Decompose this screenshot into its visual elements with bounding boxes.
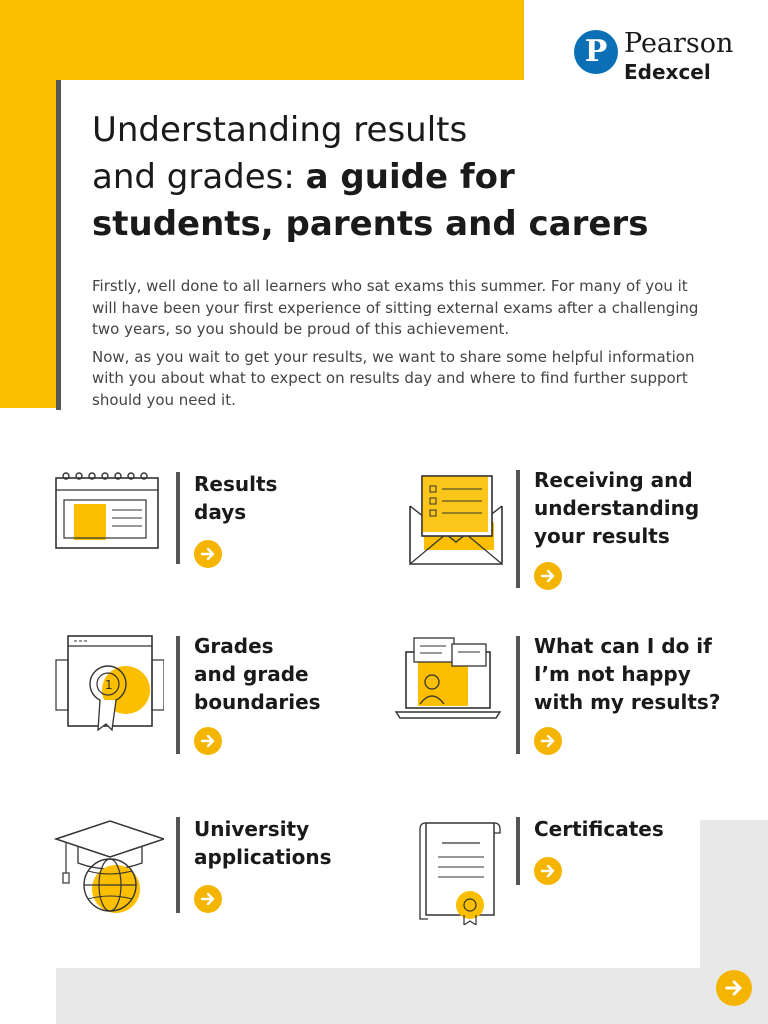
pearson-logo-mark: P [574, 30, 618, 74]
tile-grades-boundaries[interactable] [54, 632, 354, 756]
tile-divider [176, 472, 180, 564]
envelope-document-icon [394, 466, 504, 566]
tile-divider [176, 636, 180, 754]
tile-label: Results days [194, 472, 278, 524]
logo-text [624, 30, 733, 83]
logo-sub: Edexcel [624, 60, 711, 85]
tile-divider [516, 817, 520, 885]
intro-text [92, 276, 712, 417]
tile-label: Receiving and understanding your results [534, 468, 700, 548]
logo-brand: Pearson [624, 28, 734, 59]
intro-accent-bar [56, 80, 61, 410]
title-line-2-bold: a guide for [305, 157, 515, 197]
title-line-1: Understanding results [92, 110, 468, 150]
tile-certificates[interactable] [394, 815, 694, 925]
arrow-right-icon[interactable] [534, 857, 562, 885]
tile-results-days[interactable] [54, 470, 354, 570]
intro-paragraph-2: Now, as you wait to get your results, we want to share some helpful information with you about what to expect on results day and where to find further support should you need it. [92, 347, 695, 409]
tile-university-applications[interactable] [54, 815, 354, 915]
intro-paragraph-1: Firstly, well done to all learners who sat exams this summer. For many of you it will have been your first experience of sitting external exams after a challenging two years, so you should be proud of this achievement. [92, 277, 699, 338]
laptop-chat-icon [394, 632, 504, 732]
arrow-right-icon[interactable] [534, 727, 562, 755]
tile-label: What can I do if I’m not happy with my results? [534, 634, 721, 714]
title-line-3: students, parents and carers [92, 204, 649, 244]
tile-label: University applications [194, 817, 332, 869]
next-page-icon[interactable] [716, 970, 752, 1006]
tile-not-happy-results[interactable] [394, 632, 734, 756]
svg-text:1: 1 [105, 678, 113, 692]
arrow-right-icon[interactable] [534, 562, 562, 590]
pearson-edexcel-logo [574, 30, 733, 83]
grey-footer-band [56, 968, 768, 1024]
page-title [92, 107, 712, 248]
graduation-globe-icon [54, 815, 164, 915]
award-certificate-icon [54, 632, 164, 732]
tile-divider [516, 636, 520, 754]
tile-label: Certificates [534, 817, 664, 841]
arrow-right-icon[interactable] [194, 540, 222, 568]
title-line-2: and grades: [92, 157, 306, 197]
arrow-right-icon[interactable] [194, 885, 222, 913]
tile-receiving-results[interactable] [394, 466, 724, 590]
tile-divider [176, 817, 180, 913]
tile-label: Grades and grade boundaries [194, 634, 321, 714]
certificate-scroll-icon [394, 815, 504, 925]
tile-divider [516, 470, 520, 588]
arrow-right-icon[interactable] [194, 727, 222, 755]
calendar-icon [54, 470, 164, 570]
